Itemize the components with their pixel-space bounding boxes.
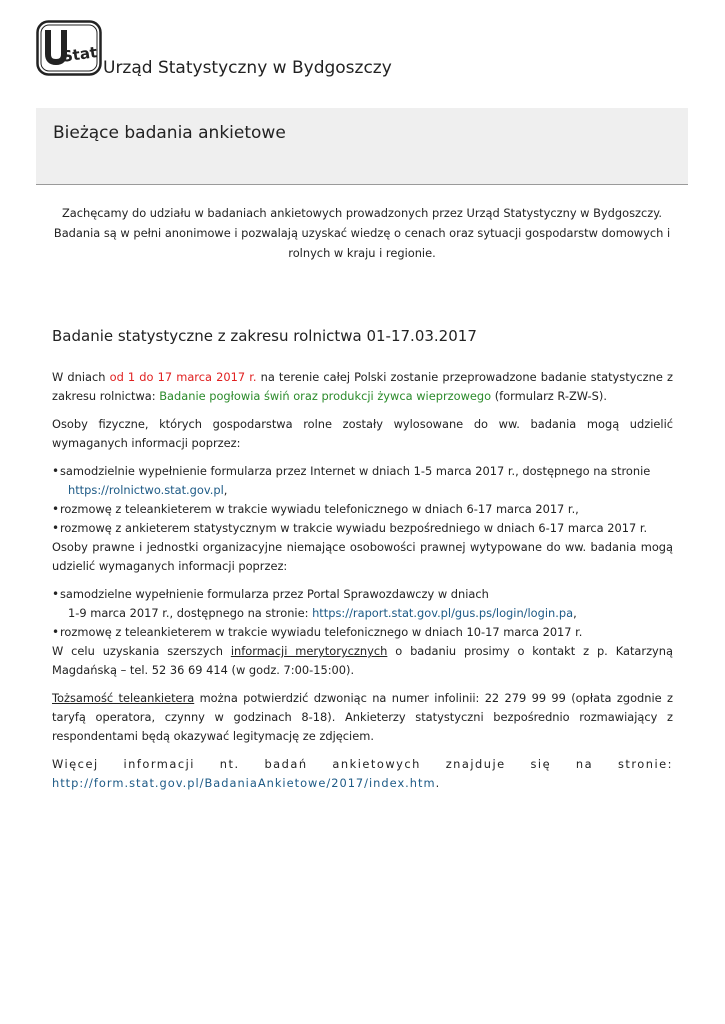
teleankieter-identity: Tożsamość teleankietera [52, 691, 195, 705]
us-stat-logo [36, 20, 102, 76]
p6-period: . [435, 776, 440, 790]
title-box [36, 108, 688, 185]
list1-item1-text: samodzielnie wypełnienie formularza przez Internet w dniach 1-5 marca 2017 r., dostępnego na stronie [60, 464, 651, 478]
list2-item1-text: samodzielne wypełnienie formularza przez Portal Sprawozdawczy w dniach [60, 587, 489, 601]
paragraph-legal-entities: Osoby prawne i jednostki organizacyjne niemające osobowości prawnej wytypowane do ww. badania mogą udzielić wymaganych informacji poprzez: [52, 540, 673, 573]
paragraph-individuals: Osoby fizyczne, których gospodarstwa rolne zostały wylosowane do ww. badania mogą udzielić wymaganych informacji poprzez: [52, 417, 673, 450]
entities-list [52, 585, 673, 642]
list-item: • rozmowę z ankieterem statystycznym w trakcie wywiadu bezpośredniego w dniach 6-17 marca 2017 r. [52, 519, 673, 538]
header [36, 20, 392, 76]
form-stat-link[interactable]: http://form.stat.gov.pl/BadaniaAnkietowe/2017/index.htm [52, 776, 436, 790]
list-item [52, 585, 673, 623]
paragraph-more-info: Więcej informacji nt. badań ankietowych znajduje się na stronie: [52, 757, 673, 771]
section-title: Badanie statystyczne z zakresu rolnictwa 01-17.03.2017 [52, 327, 477, 345]
survey-dates: od 1 do 17 marca 2017 r. [109, 370, 257, 384]
intro-line-2: Badania są w pełni anonimowe i pozwalają uzyskać wiedzę o cenach oraz sytuacji gospodarstw domowych i rolnych w kraju i regionie. [53, 226, 671, 260]
paragraph-intro [52, 368, 673, 406]
list2-item1-dates: 1-9 marca 2017 r., dostępnego na stronie: [68, 606, 313, 620]
p4-text-b: o badaniu prosimy o kontakt z p. Katarzyną Magdańską – tel. 52 36 69 414 (w godz. 7:00-15:00). [52, 644, 673, 677]
list2-item1-comma: , [573, 606, 577, 620]
paragraph-contact [52, 642, 673, 680]
survey-name: Badanie pogłowia świń oraz produkcji żywca wieprzowego [159, 389, 492, 403]
paragraph-identity [52, 689, 673, 746]
p1-text-c: (formularz R-ZW-S). [491, 389, 607, 403]
individuals-list [52, 462, 673, 538]
list-item: • rozmowę z teleankieterem w trakcie wywiadu telefonicznego w dniach 6-17 marca 2017 r., [52, 500, 673, 519]
raport-link[interactable]: https://raport.stat.gov.pl/gus.ps/login/login.pa [312, 606, 574, 620]
logo-text: Stat [60, 43, 99, 66]
org-name: Urząd Statystyczny w Bydgoszczy [103, 58, 392, 78]
rolnictwo-link[interactable]: https://rolnictwo.stat.gov.pl [68, 483, 224, 497]
list-item: • rozmowę z teleankieterem w trakcie wywiadu telefonicznego w dniach 10-17 marca 2017 r. [52, 623, 673, 642]
p5-text-b: można potwierdzić dzwoniąc na numer infolinii: 22 279 99 99 (opłata zgodnie z taryfą operatora, czynny w godzinach 8-18). Ankieterzy statystyczni bezpośrednio rozmawiający z respondentami będą okazywać legitymację ze zdjęciem. [52, 691, 673, 743]
content [52, 368, 673, 793]
merytoryczne-info: informacji merytorycznych [230, 644, 388, 658]
list1-item1-comma: , [223, 483, 228, 497]
p1-text-a: W dniach [52, 370, 110, 384]
list-item [52, 462, 673, 500]
p1-text-b: na terenie całej Polski zostanie przeprowadzone badanie statystyczne z zakresu rolnictwa: [52, 370, 673, 403]
p4-text-a: W celu uzyskania szerszych [52, 644, 231, 658]
more-info-link-line [52, 774, 673, 793]
intro-line-1: Zachęcamy do udziału w badaniach ankietowych prowadzonych przez Urząd Statystyczny w Bydgoszczy. [62, 206, 662, 220]
intro [46, 203, 678, 263]
page-title: Bieżące badania ankietowe [53, 123, 286, 143]
